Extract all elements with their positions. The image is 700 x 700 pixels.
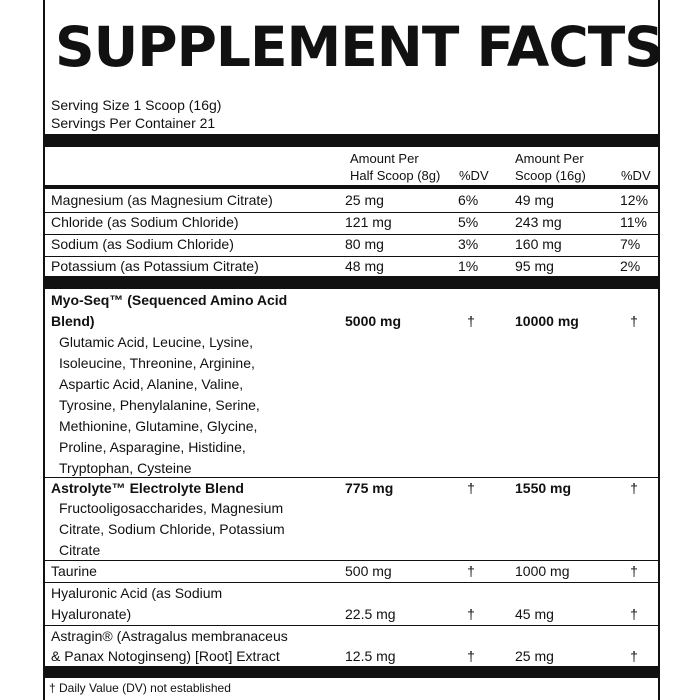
- row-full-dv: †: [630, 480, 638, 496]
- row-name-line2: & Panax Notoginseng) [Root] Extract: [51, 648, 280, 664]
- col-full-dv: %DV: [621, 168, 651, 183]
- table-row-potassium: [45, 256, 658, 276]
- blend-name-line1: Myo-Seq™ (Sequenced Amino Acid: [51, 292, 288, 308]
- row-name: Potassium (as Potassium Citrate): [51, 258, 259, 274]
- ingredient-line: Citrate: [59, 542, 101, 558]
- row-full-dv: 2%: [620, 258, 641, 274]
- row-half-dv: †: [467, 480, 475, 496]
- row-half-dv: †: [467, 648, 475, 664]
- col-full-amount-line1: Amount Per: [515, 151, 584, 166]
- row-half-amount: 775 mg: [345, 480, 394, 496]
- header-divider: [45, 185, 658, 189]
- row-half-amount: 48 mg: [345, 258, 384, 274]
- blend-name: Astrolyte™ Electrolyte Blend: [51, 480, 244, 496]
- row-full-dv: 11%: [620, 214, 647, 230]
- row-name: Magnesium (as Magnesium Citrate): [51, 192, 273, 208]
- row-half-amount: 5000 mg: [345, 313, 402, 329]
- row-half-amount: 121 mg: [345, 214, 392, 230]
- blend-name-line2: Blend): [51, 313, 95, 329]
- row-full-dv: †: [630, 606, 638, 622]
- row-full-amount: 45 mg: [515, 606, 554, 622]
- row-full-amount: 160 mg: [515, 236, 562, 252]
- row-full-amount: 1550 mg: [515, 480, 572, 496]
- row-half-amount: 12.5 mg: [345, 648, 396, 664]
- row-half-amount: 80 mg: [345, 236, 384, 252]
- row-full-amount: 95 mg: [515, 258, 554, 274]
- row-name-line1: Astragin® (Astragalus membranaceus: [51, 628, 288, 644]
- row-half-dv: 5%: [458, 214, 479, 230]
- label-title: SUPPLEMENT FACTS: [55, 15, 663, 79]
- row-name-line2: Hyaluronate): [51, 606, 132, 622]
- supplement-facts-label: [43, 0, 663, 700]
- row-full-dv: 7%: [620, 236, 641, 252]
- table-row-astrolyte: [45, 478, 658, 561]
- row-full-dv: †: [630, 563, 638, 579]
- row-half-amount: 500 mg: [345, 563, 392, 579]
- serving-size: Serving Size 1 Scoop (16g): [51, 97, 222, 113]
- row-full-amount: 1000 mg: [515, 563, 570, 579]
- row-full-amount: 25 mg: [515, 648, 554, 664]
- row-half-dv: †: [467, 563, 475, 579]
- row-half-dv: †: [467, 606, 475, 622]
- table-row-magnesium: [45, 190, 658, 213]
- row-half-amount: 25 mg: [345, 192, 384, 208]
- ingredient-line: Fructooligosaccharides, Magnesium: [59, 500, 284, 516]
- col-half-amount-line2: Half Scoop (8g): [350, 168, 441, 183]
- table-row-sodium: [45, 234, 658, 257]
- row-full-amount: 10000 mg: [515, 313, 579, 329]
- row-half-dv: 6%: [458, 192, 479, 208]
- row-full-amount: 243 mg: [515, 214, 562, 230]
- table-row-chloride: [45, 212, 658, 235]
- daily-value-footnote: † Daily Value (DV) not established: [49, 681, 231, 695]
- row-half-dv: 1%: [458, 258, 479, 274]
- row-full-dv: †: [630, 313, 638, 329]
- table-row-taurine: [45, 561, 658, 583]
- servings-per-container: Servings Per Container 21: [51, 115, 216, 131]
- ingredient-line: Aspartic Acid, Alanine, Valine,: [59, 376, 244, 392]
- ingredient-line: Glutamic Acid, Leucine, Lysine,: [59, 334, 254, 350]
- col-half-amount-line1: Amount Per: [350, 151, 419, 166]
- table-row-astragin: [45, 626, 658, 666]
- table-row-myoseq: [45, 290, 658, 478]
- ingredient-line: Methionine, Glutamine, Glycine,: [59, 418, 258, 434]
- row-half-dv: 3%: [458, 236, 479, 252]
- row-name: Taurine: [51, 563, 97, 579]
- table-row-hyaluronic-acid: [45, 583, 658, 626]
- thick-divider-middle: [45, 276, 658, 289]
- row-full-amount: 49 mg: [515, 192, 554, 208]
- thick-divider-top: [45, 134, 658, 147]
- row-full-dv: 12%: [620, 192, 649, 208]
- ingredient-line: Proline, Asparagine, Histidine,: [59, 439, 246, 455]
- col-half-dv: %DV: [459, 168, 489, 183]
- thick-divider-bottom: [45, 666, 658, 678]
- row-name-line1: Hyaluronic Acid (as Sodium: [51, 585, 223, 601]
- col-full-amount-line2: Scoop (16g): [515, 168, 586, 183]
- row-half-dv: †: [467, 313, 475, 329]
- ingredient-line: Citrate, Sodium Chloride, Potassium: [59, 521, 285, 537]
- row-name: Sodium (as Sodium Chloride): [51, 236, 234, 252]
- ingredient-line: Isoleucine, Threonine, Arginine,: [59, 355, 255, 371]
- row-full-dv: †: [630, 648, 638, 664]
- ingredient-line: Tyrosine, Phenylalanine, Serine,: [59, 397, 260, 413]
- row-half-amount: 22.5 mg: [345, 606, 396, 622]
- ingredient-line: Tryptophan, Cysteine: [59, 460, 192, 476]
- row-name: Chloride (as Sodium Chloride): [51, 214, 239, 230]
